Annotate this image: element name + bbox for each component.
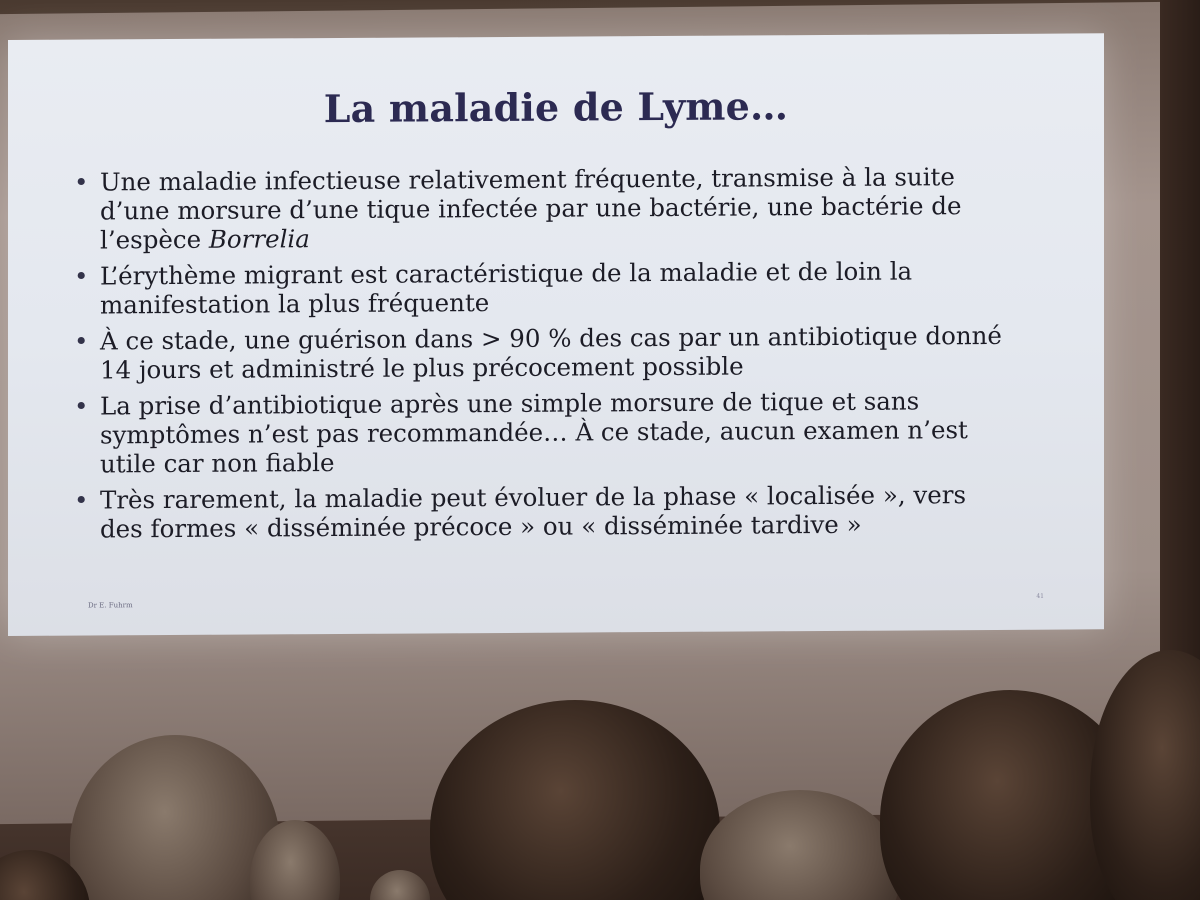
species-name: Borrelia: [208, 224, 310, 254]
bullet-item: [72, 320, 1082, 384]
bullet-line: À ce stade, une guérison dans > 90 % des cas par un antibiotique donné: [100, 320, 1002, 356]
bullet-item: [72, 161, 1082, 254]
bullet-text: l’espèce: [100, 224, 209, 255]
audience-head: [370, 870, 430, 900]
bullet-list: [72, 161, 1082, 550]
slide-title: La maladie de Lyme…: [323, 83, 789, 132]
bullet-line: 14 jours et administré le plus précocement possible: [100, 351, 744, 385]
bullet-marker: •: [74, 326, 89, 356]
bullet-line: d’une morsure d’une tique infectée par une bactérie, une bactérie de: [100, 191, 962, 226]
slide-number: 41: [1036, 592, 1044, 600]
bullet-item: [72, 479, 1082, 543]
bullet-marker: •: [74, 391, 89, 421]
bullet-item: [72, 385, 1082, 478]
bullet-line: des formes « disséminée précoce » ou « disséminée tardive »: [100, 509, 862, 544]
bullet-line: Très rarement, la maladie peut évoluer de la phase « localisée », vers: [100, 480, 967, 515]
slide-author-footer: Dr E. Fuhrm: [88, 601, 133, 610]
bullet-line: Une maladie infectieuse relativement fréquente, transmise à la suite: [100, 162, 955, 197]
bullet-marker: •: [74, 261, 89, 291]
bullet-marker: •: [74, 167, 89, 197]
bullet-line: manifestation la plus fréquente: [100, 288, 490, 320]
bullet-line: L’érythème migrant est caractéristique de la maladie et de loin la: [100, 256, 913, 291]
presentation-slide: [8, 33, 1104, 636]
bullet-marker: •: [74, 485, 89, 515]
bullet-line: utile car non fiable: [100, 448, 335, 479]
bullet-item: [72, 255, 1082, 319]
bullet-line: [100, 219, 1082, 254]
bullet-line: La prise d’antibiotique après une simple morsure de tique et sans: [100, 386, 920, 421]
bullet-line: symptômes n’est pas recommandée… À ce stade, aucun examen n’est: [100, 415, 968, 450]
